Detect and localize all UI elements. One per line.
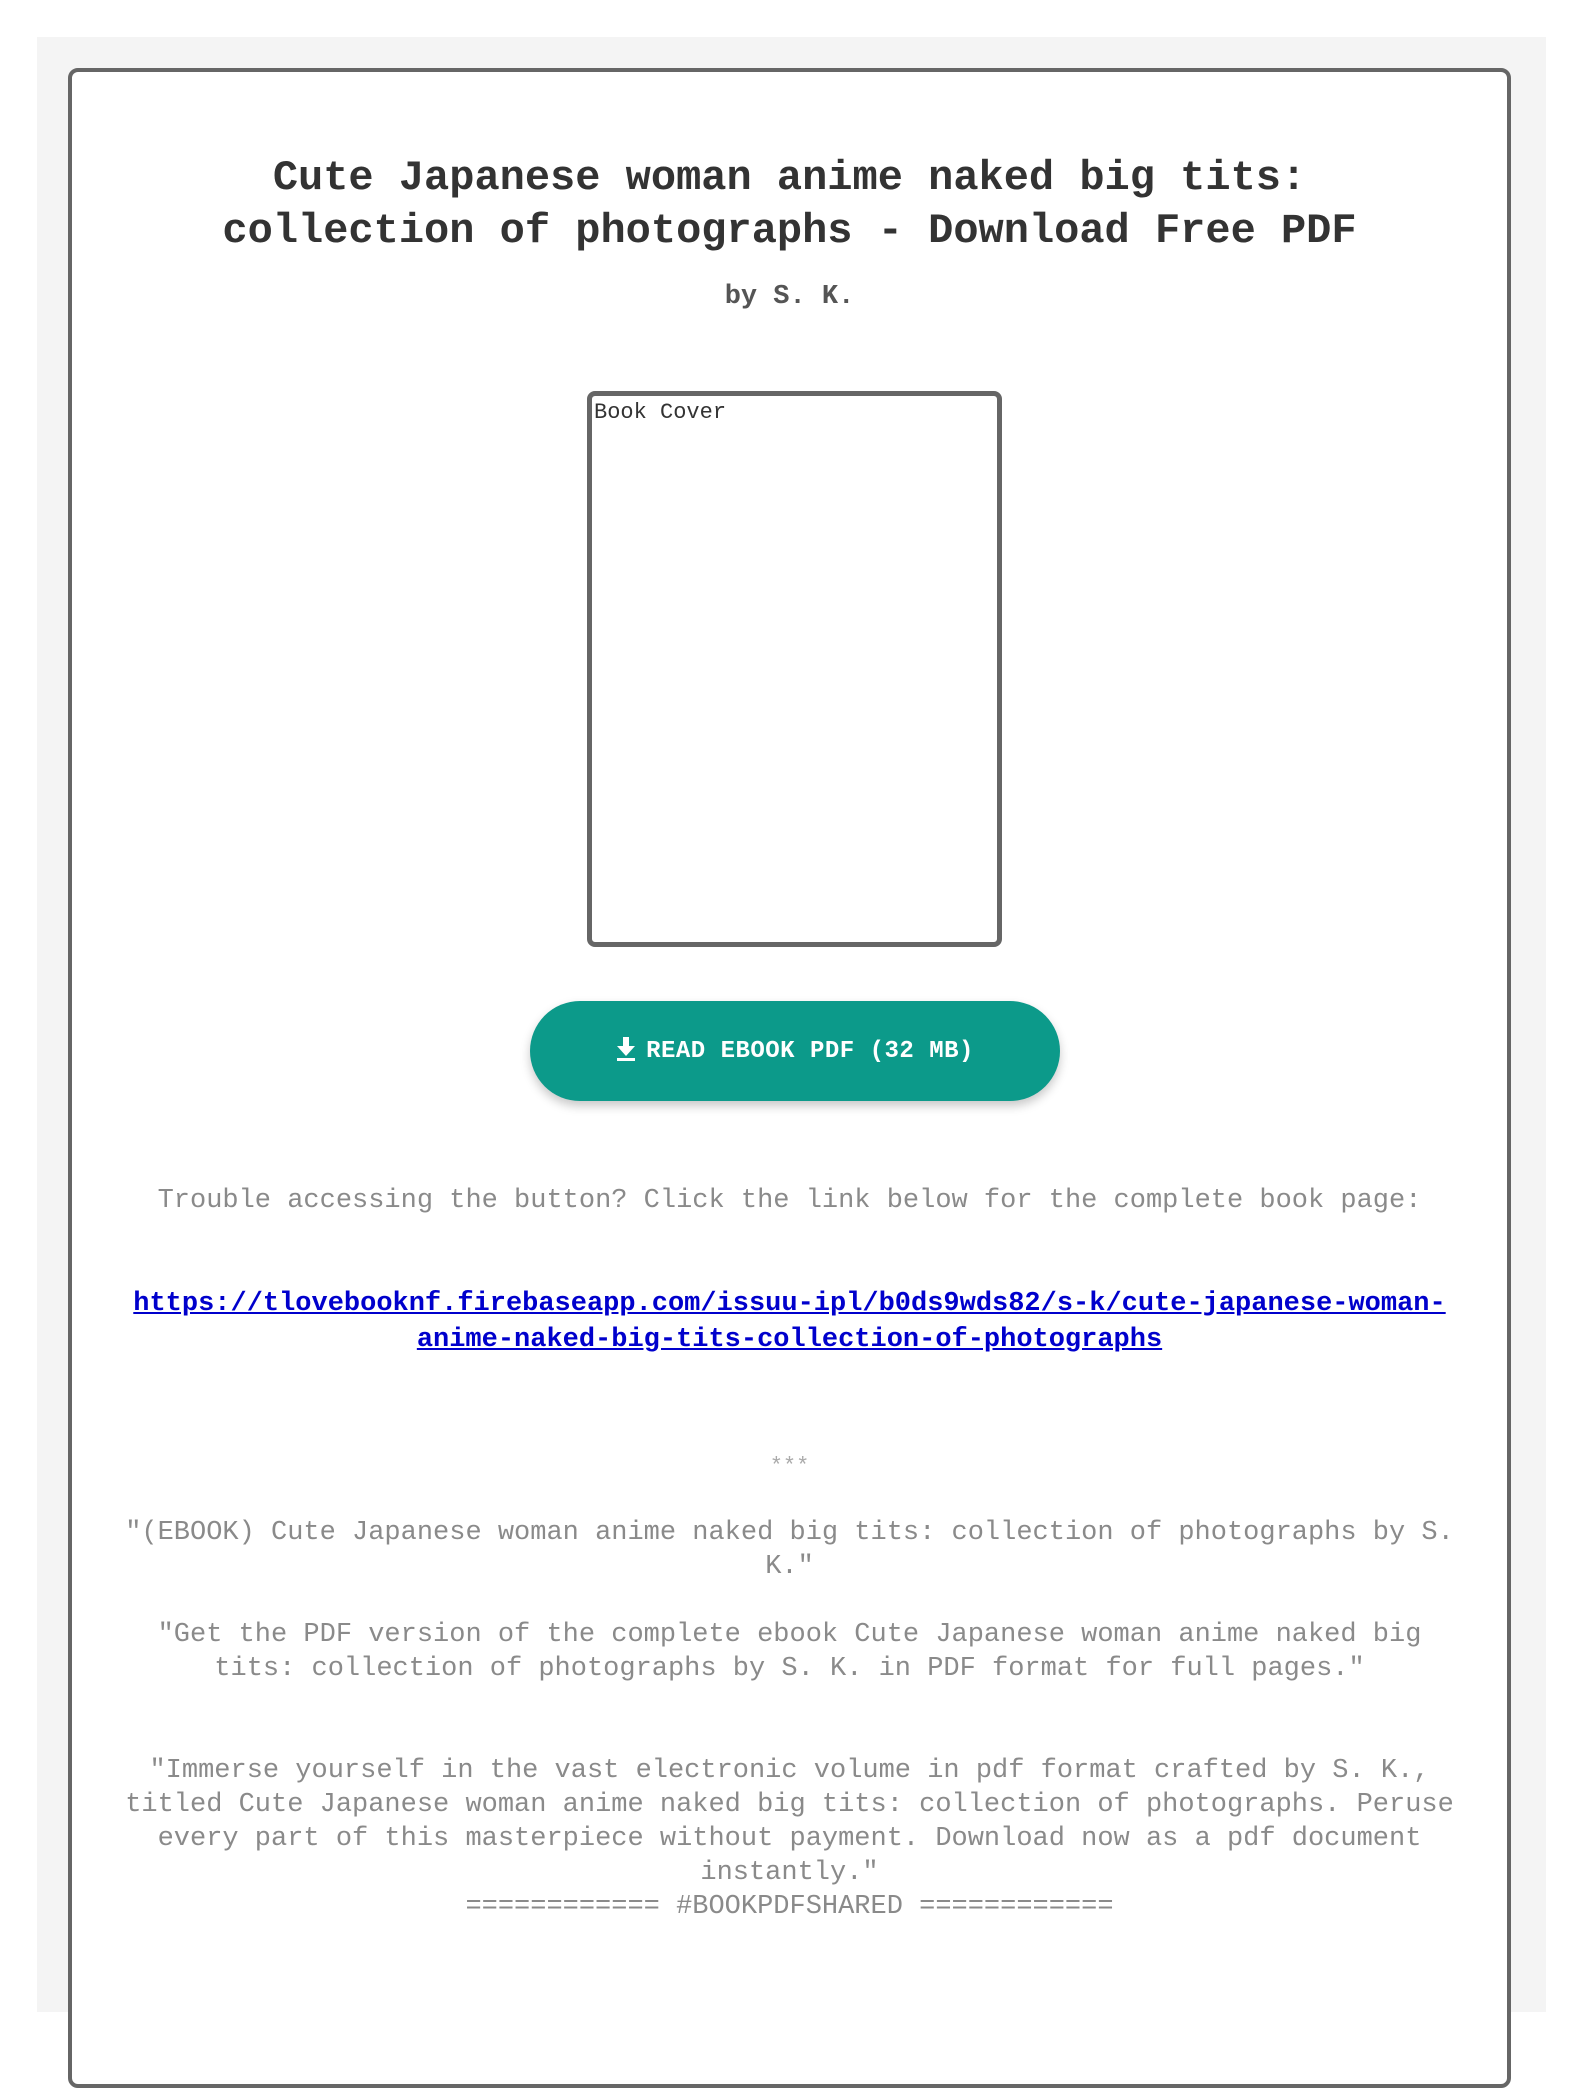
page-title: Cute Japanese woman anime naked big tits: collection of photographs - Download Free PDF (222, 154, 1357, 255)
book-cover-image (587, 391, 1002, 947)
book-cover-alt-text: Book Cover (594, 400, 727, 425)
description-quote-3: "Immerse yourself in the vast electronic volume in pdf format crafted by S. K., titled Cute Japanese woman anime naked big tits: collection of photographs. Peruse every part of this masterpiece without payment. Download now as a pdf document instantly." (125, 1756, 1454, 1888)
description-quote-2: "Get the PDF version of the complete ebook Cute Japanese woman anime naked big tits: collection of photographs by S. K. in PDF format for full pages." (157, 1620, 1422, 1684)
section-separator: *** (769, 1454, 810, 1479)
read-ebook-button[interactable] (530, 1001, 1060, 1101)
book-card (68, 68, 1511, 2088)
hashtag-line: ============ #BOOKPDFSHARED ============ (465, 1892, 1114, 1922)
description-quote-1: "(EBOOK) Cute Japanese woman anime naked big tits: collection of photographs by S. K." (125, 1518, 1454, 1582)
download-icon (616, 1036, 636, 1062)
trouble-message: Trouble accessing the button? Click the link below for the complete book page: (157, 1186, 1422, 1216)
author-line: by S. K. (724, 282, 855, 312)
read-ebook-button-label: READ EBOOK PDF (32 MB) (646, 1037, 974, 1065)
book-page-link[interactable]: https://tlovebooknf.firebaseapp.com/issuu-ipl/b0ds9wds82/s-k/cute-japanese-woman-anime-naked-big-tits-collection-of-photographs (133, 1289, 1446, 1355)
